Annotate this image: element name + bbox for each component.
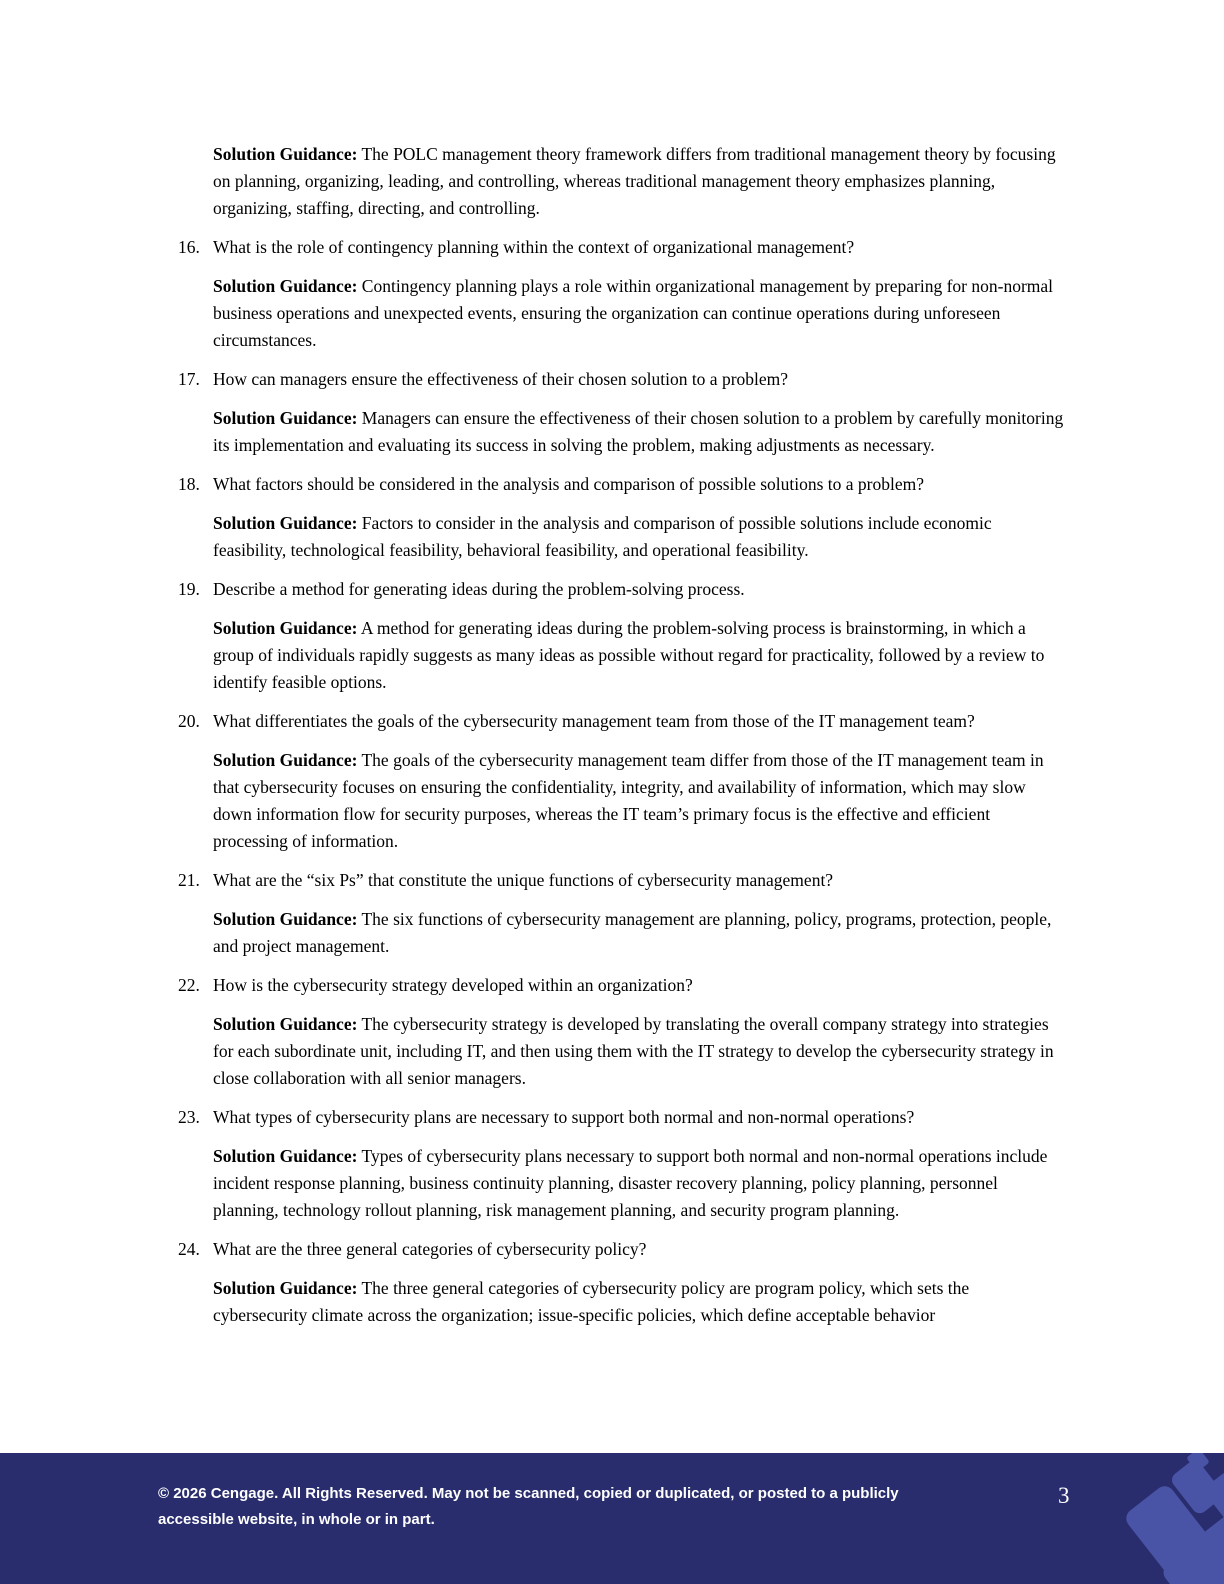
question-item [178, 1236, 1066, 1329]
question-list [178, 234, 1066, 1329]
solution-text: Contingency planning plays a role within organizational management by preparing for non-normal business operations and unexpected events, ensuring the organization can continue operations during unforeseen circumstances. [213, 276, 1054, 350]
solution-guidance-paragraph [178, 405, 1066, 459]
question-paragraph [178, 471, 1066, 498]
question-paragraph [178, 366, 1066, 393]
question-text: What types of cybersecurity plans are necessary to support both normal and non-normal operations? [213, 1107, 915, 1127]
question-item [178, 366, 1066, 459]
solution-text: The cybersecurity strategy is developed by translating the overall company strategy into strategies for each subordinate unit, including IT, and then using them with the IT strategy to develop the cybersecurity strategy in close collaboration with all senior managers. [213, 1014, 1054, 1088]
solution-text: Managers can ensure the effectiveness of their chosen solution to a problem by carefully monitoring its implementation and evaluating its success in solving the problem, making adjustments as necessary. [213, 408, 1064, 455]
solution-guidance-label: Solution Guidance: [213, 618, 358, 638]
question-paragraph [178, 576, 1066, 603]
question-item [178, 972, 1066, 1092]
question-paragraph [178, 1236, 1066, 1263]
solution-guidance-paragraph [178, 141, 1066, 222]
solution-guidance-paragraph [178, 615, 1066, 696]
question-number: 16. [178, 237, 200, 257]
solution-text: A method for generating ideas during the problem-solving process is brainstorming, in which a group of individuals rapidly suggests as many ideas as possible without regard for practicality, followed by a review to identify feasible options. [213, 618, 1045, 692]
question-item [178, 1104, 1066, 1224]
question-text: Describe a method for generating ideas during the problem-solving process. [213, 579, 745, 599]
solution-guidance-label: Solution Guidance: [213, 1278, 358, 1298]
solution-guidance-paragraph [178, 906, 1066, 960]
question-text: What are the three general categories of cybersecurity policy? [213, 1239, 647, 1259]
question-text: How is the cybersecurity strategy developed within an organization? [213, 975, 693, 995]
solution-guidance-label: Solution Guidance: [213, 276, 358, 296]
solution-guidance-label: Solution Guidance: [213, 408, 358, 428]
solution-guidance-paragraph [178, 1011, 1066, 1092]
question-number: 18. [178, 474, 200, 494]
question-number: 17. [178, 369, 200, 389]
page-number: 3 [1058, 1483, 1070, 1508]
solution-text: Factors to consider in the analysis and comparison of possible solutions include economic feasibility, technological feasibility, behavioral feasibility, and operational feasibility. [213, 513, 992, 560]
solution-text: The POLC management theory framework differs from traditional management theory by focusing on planning, organizing, leading, and controlling, whereas traditional management theory emphasizes planning, organizing, staffing, directing, and controlling. [213, 144, 1056, 218]
solution-guidance-paragraph [178, 1275, 1066, 1329]
solution-guidance-label: Solution Guidance: [213, 1014, 358, 1034]
question-text: How can managers ensure the effectiveness of their chosen solution to a problem? [213, 369, 789, 389]
solution-text: Types of cybersecurity plans necessary to support both normal and non-normal operations include incident response planning, business continuity planning, disaster recovery planning, policy planning, personnel planning, technology rollout planning, risk management planning, and security program planning. [213, 1146, 1048, 1220]
question-item [178, 708, 1066, 855]
solution-guidance-label: Solution Guidance: [213, 750, 358, 770]
question-text: What factors should be considered in the analysis and comparison of possible solutions to a problem? [213, 474, 925, 494]
question-text: What is the role of contingency planning within the context of organizational management? [213, 237, 855, 257]
solution-guidance-label: Solution Guidance: [213, 144, 358, 164]
question-paragraph [178, 867, 1066, 894]
question-item [178, 471, 1066, 564]
question-item [178, 234, 1066, 354]
question-item [178, 576, 1066, 696]
question-text: What differentiates the goals of the cybersecurity management team from those of the IT management team? [213, 711, 975, 731]
solution-guidance-paragraph [178, 273, 1066, 354]
page-footer [0, 1453, 1224, 1584]
solution-guidance-label: Solution Guidance: [213, 909, 358, 929]
question-item [178, 867, 1066, 960]
solution-guidance-label: Solution Guidance: [213, 1146, 358, 1166]
solution-text: The six functions of cybersecurity management are planning, policy, programs, protection, people, and project management. [213, 909, 1052, 956]
question-number: 24. [178, 1239, 200, 1259]
solution-guidance-paragraph [178, 510, 1066, 564]
copyright-notice: © 2026 Cengage. All Rights Reserved. May not be scanned, copied or duplicated, or posted to a publicly accessible website, in whole or in part. [158, 1485, 899, 1528]
page-content [178, 141, 1066, 1341]
question-paragraph [178, 972, 1066, 999]
solution-guidance-label: Solution Guidance: [213, 513, 358, 533]
solution-guidance-paragraph [178, 1143, 1066, 1224]
question-text: What are the “six Ps” that constitute the unique functions of cybersecurity management? [213, 870, 834, 890]
question-number: 22. [178, 975, 200, 995]
solution-text: The goals of the cybersecurity management team differ from those of the IT management team in that cybersecurity focuses on ensuring the confidentiality, integrity, and availability of information, which may slow down information flow for security purposes, whereas the IT team’s primary focus is the effective and efficient processing of information. [213, 750, 1044, 851]
question-paragraph [178, 234, 1066, 261]
question-number: 20. [178, 711, 200, 731]
question-number: 21. [178, 870, 200, 890]
question-number: 23. [178, 1107, 200, 1127]
question-paragraph [178, 708, 1066, 735]
solution-guidance-paragraph [178, 747, 1066, 855]
question-number: 19. [178, 579, 200, 599]
question-paragraph [178, 1104, 1066, 1131]
solution-text: The three general categories of cybersecurity policy are program policy, which sets the cybersecurity climate across the organization; issue-specific policies, which define acceptable behavior [213, 1278, 970, 1325]
